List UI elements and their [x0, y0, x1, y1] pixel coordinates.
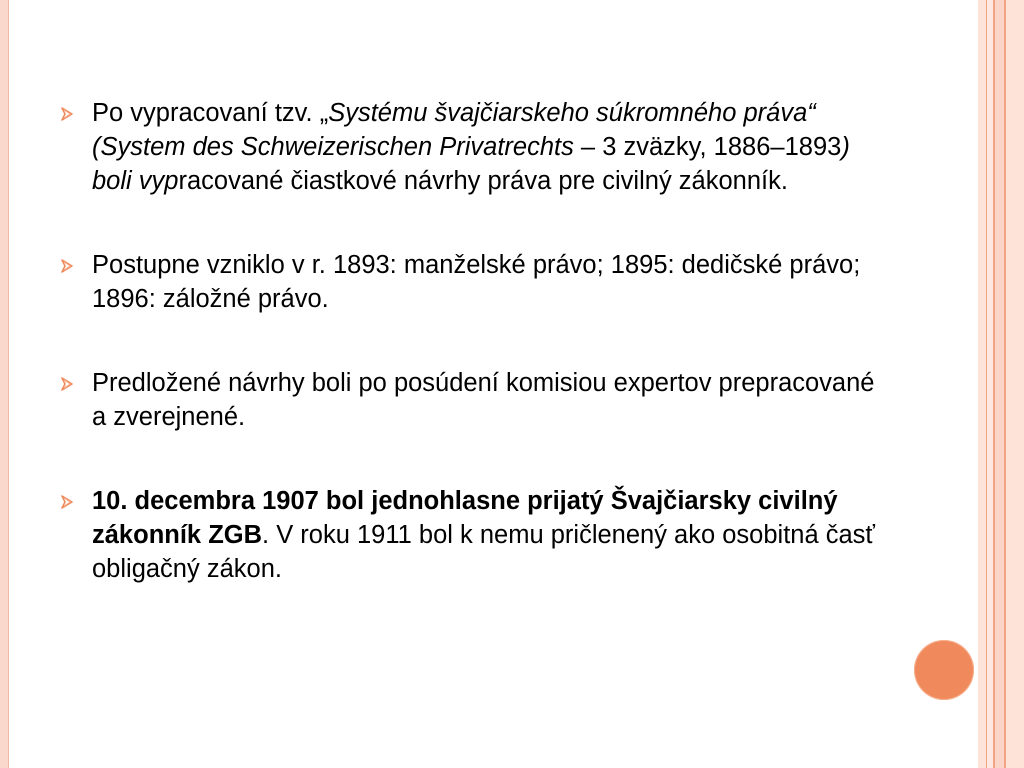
- arrowhead-bullet-icon: [60, 258, 76, 274]
- left-border-stripe: [0, 0, 8, 768]
- bullet-text-part: Privatrechts: [439, 133, 574, 161]
- right-stripe: [995, 0, 1004, 768]
- bullet-text-part: ) boli vyp: [92, 133, 850, 195]
- left-border-line: [8, 0, 9, 768]
- right-stripe: [1006, 0, 1024, 768]
- arrowhead-bullet-icon: [60, 106, 76, 122]
- bullet-text-part: Predložené návrhy boli po posúdení komisiou expertov prepracované a zverejnené.: [92, 369, 875, 431]
- arrowhead-bullet-icon: [60, 376, 76, 392]
- bullet-text-part: Po vypracovaní tzv. „: [92, 99, 329, 127]
- decorative-circle: [914, 640, 974, 700]
- bullet-item: [60, 248, 890, 316]
- arrowhead-bullet-icon: [60, 494, 76, 510]
- bullet-text-part: Systému švajčiarskeho súkromného práva“ (System des Schweizerischen: [92, 99, 816, 161]
- right-stripe: [978, 0, 986, 768]
- bullet-item: [60, 366, 890, 434]
- bullet-text-part: . V roku 1911 bol k nemu pričlenený ako osobitná časť obligačný zákon.: [92, 521, 875, 583]
- bullet-text-part: racované čiastkové návrhy práva pre civilný zákonník.: [178, 167, 788, 195]
- bullet-text-part: Postupne vzniklo v r. 1893: manželské právo; 1895: dedičské právo; 1896: záložné právo.: [92, 251, 861, 313]
- bullet-text-part: 10. decembra 1907 bol jednohlasne prijatý Švajčiarsky civilný zákonník ZGB: [92, 487, 838, 549]
- bullet-list: [60, 96, 890, 636]
- bullet-item: [60, 96, 890, 198]
- bullet-text-part: – 3 zväzky, 1886–1893: [573, 133, 842, 161]
- bullet-item: [60, 484, 890, 586]
